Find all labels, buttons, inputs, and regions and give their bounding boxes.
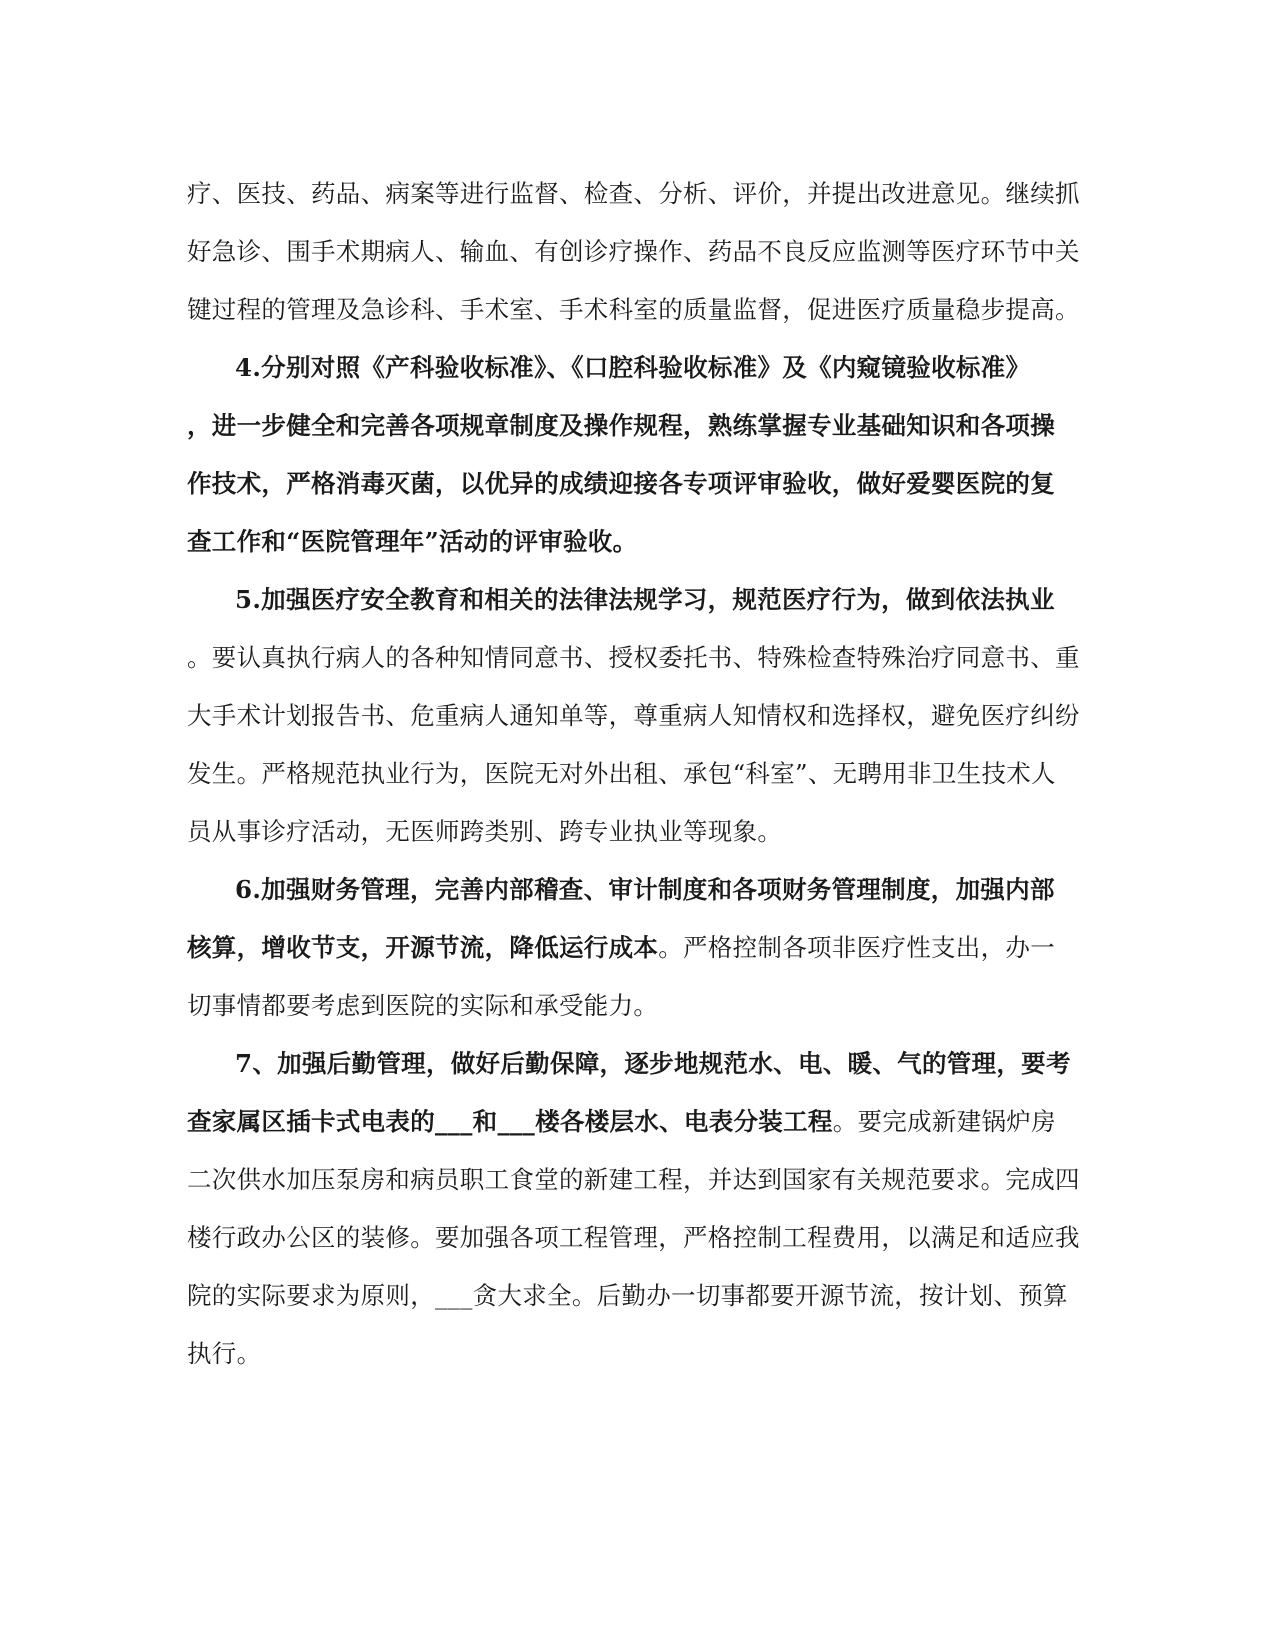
text-span: 发生。严格规范执业行为，医院无对外出租、承包“科室”、无聘用非卫生技术人 xyxy=(187,759,1056,788)
text-line xyxy=(187,745,1087,803)
paragraph-6 xyxy=(187,861,1087,1035)
text-line xyxy=(187,281,1087,339)
text-line xyxy=(187,571,1087,629)
text-line xyxy=(187,1093,1087,1151)
text-span: 切事情都要考虑到医院的实际和承受能力。 xyxy=(187,991,659,1020)
text-span: 查工作和“医院管理年”活动的评审验收。 xyxy=(187,527,638,556)
text-span-bold: 核算，增收节支，开源节流，降低运行成本 xyxy=(187,933,659,962)
text-line xyxy=(187,339,1087,397)
text-line xyxy=(187,1267,1087,1325)
text-span: 执行。 xyxy=(187,1339,262,1368)
text-span: 6.加强财务管理，完善内部稽查、审计制度和各项财务管理制度，加强内部 xyxy=(235,875,1055,904)
text-line xyxy=(187,513,1087,571)
text-span: 院的实际要求为原则，___贪大求全。后勤办一切事都要开源节流，按计划、预算 xyxy=(187,1281,1068,1310)
paragraph-5 xyxy=(187,571,1087,861)
text-span: 5.加强医疗安全教育和相关的法律法规学习，规范医疗行为，做到依法执业 xyxy=(235,585,1055,614)
text-span: 楼行政办公区的装修。要加强各项工程管理，严格控制工程费用，以满足和适应我 xyxy=(187,1223,1080,1252)
text-line xyxy=(187,803,1087,861)
text-span: 作技术，严格消毒灭菌，以优异的成绩迎接各专项评审验收，做好爱婴医院的复 xyxy=(187,469,1055,498)
text-span: 7、加强后勤管理，做好后勤保障，逐步地规范水、电、暖、气的管理，要考 xyxy=(235,1049,1071,1078)
text-line xyxy=(187,687,1087,745)
text-line xyxy=(187,1035,1087,1093)
text-span: 。要完成新建锅炉房 xyxy=(832,1107,1056,1136)
text-span-bold: 查家属区插卡式电表的___和___楼各楼层水、电表分装工程 xyxy=(187,1107,833,1136)
paragraph-4 xyxy=(187,339,1087,571)
text-line xyxy=(187,919,1087,977)
text-line xyxy=(187,629,1087,687)
text-line xyxy=(187,455,1087,513)
text-span: 。严格控制各项非医疗性支出，办一 xyxy=(658,933,1056,962)
text-span: 员从事诊疗活动，无医师跨类别、跨专业执业等现象。 xyxy=(187,817,783,846)
text-span: 4.分别对照《产科验收标准》、《口腔科验收标准》及《内窥镜验收标准》 xyxy=(235,353,1031,382)
text-span: 。要认真执行病人的各种知情同意书、授权委托书、特殊检查特殊治疗同意书、重 xyxy=(187,643,1080,672)
paragraph-7 xyxy=(187,1035,1087,1383)
text-span: 大手术计划报告书、危重病人通知单等，尊重病人知情权和选择权，避免医疗纠纷 xyxy=(187,701,1080,730)
text-span: 二次供水加压泵房和病员职工食堂的新建工程，并达到国家有关规范要求。完成四 xyxy=(187,1165,1080,1194)
text-span: ，进一步健全和完善各项规章制度及操作规程，熟练掌握专业基础知识和各项操 xyxy=(187,411,1055,440)
text-line xyxy=(187,1209,1087,1267)
text-line xyxy=(187,1325,1087,1383)
text-line xyxy=(187,861,1087,919)
document-body xyxy=(187,165,1087,1383)
text-span: 好急诊、围手术期病人、输血、有创诊疗操作、药品不良反应监测等医疗环节中关 xyxy=(187,237,1080,266)
text-line xyxy=(187,397,1087,455)
text-line xyxy=(187,977,1087,1035)
text-line xyxy=(187,1151,1087,1209)
text-span: 键过程的管理及急诊科、手术室、手术科室的质量监督，促进医疗质量稳步提高。 xyxy=(187,295,1080,324)
text-line xyxy=(187,165,1087,223)
text-span: 疗、医技、药品、病案等进行监督、检查、分析、评价，并提出改进意见。继续抓 xyxy=(187,179,1080,208)
text-line xyxy=(187,223,1087,281)
paragraph-continuation xyxy=(187,165,1087,339)
